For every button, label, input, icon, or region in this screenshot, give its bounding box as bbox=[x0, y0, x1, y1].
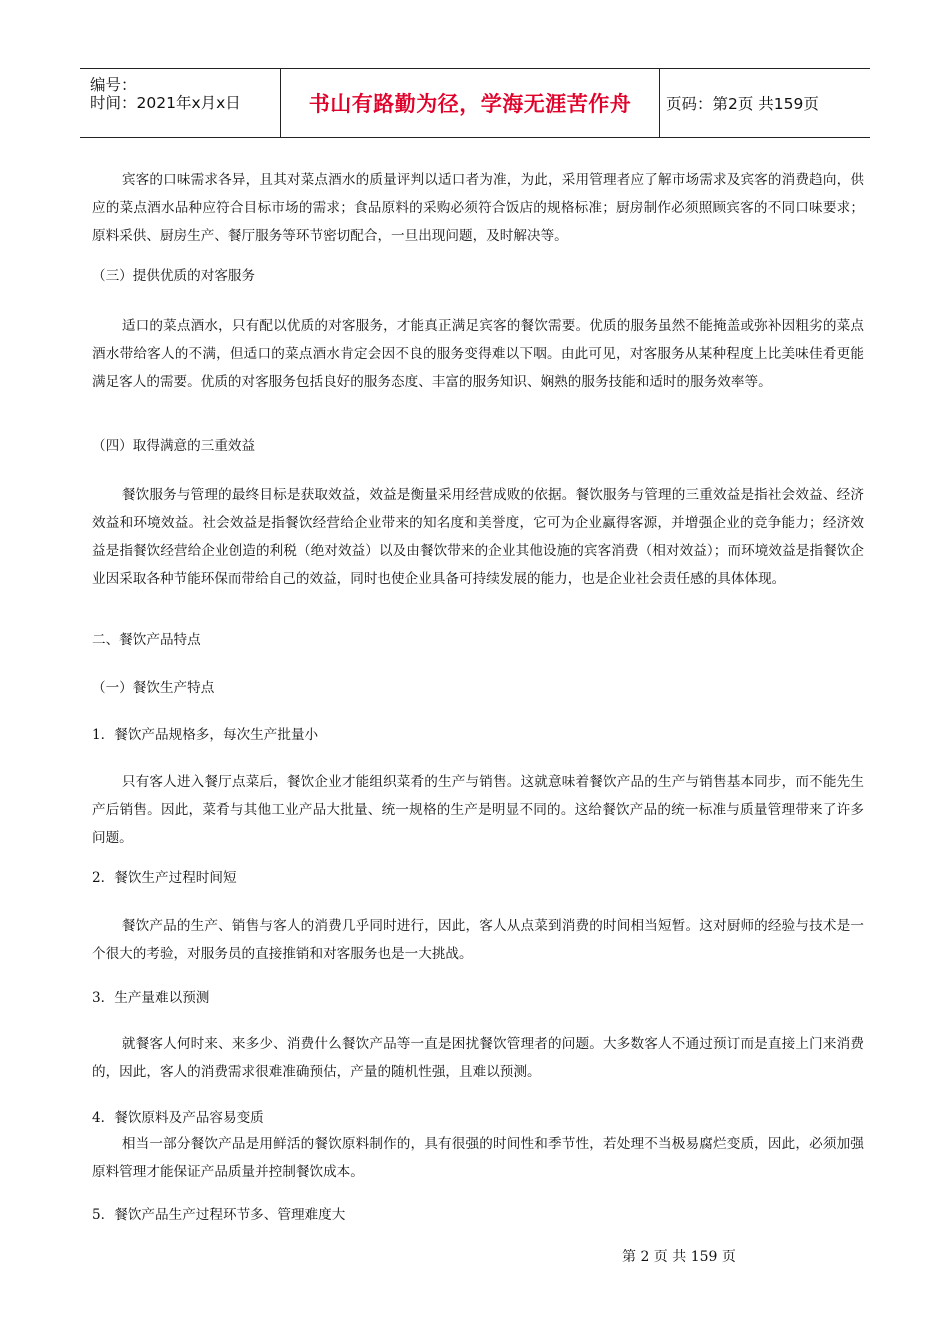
paragraph: 餐饮产品的生产、销售与客人的消费几乎同时进行，因此，客人从点菜到消费的时间相当短暂。这对厨师的经验与技术是一个很大的考验，对服务员的直接推销和对客服务也是一大挑战。 bbox=[92, 918, 864, 962]
item-heading: 2．餐饮生产过程时间短 bbox=[92, 870, 237, 886]
header-page-info: 页码：第2页 共159页 bbox=[666, 95, 819, 113]
header-meta bbox=[80, 69, 280, 137]
paragraph: 适口的菜点酒水，只有配以优质的对客服务，才能真正满足宾客的餐饮需要。优质的服务虽然不能掩盖或弥补因粗劣的菜点酒水带给客人的不满，但适口的菜点酒水肯定会因不良的服务变得难以下咽。由此可见，对客服务从某种程度上比美味佳肴更能满足客人的需要。优质的对客服务包括良好的服务态度、丰富的服务知识、娴熟的服务技能和适时的服务效率等。 bbox=[92, 318, 864, 390]
motto-text: 书山有路勤为径，学海无涯苦作舟 bbox=[308, 92, 632, 116]
item-heading: 1．餐饮产品规格多，每次生产批量小 bbox=[92, 727, 319, 743]
date-label: 时间：2021年x月x日 bbox=[90, 94, 241, 112]
section-heading: （一）餐饮生产特点 bbox=[92, 680, 215, 696]
section-heading: （三）提供优质的对客服务 bbox=[92, 268, 256, 284]
chapter-heading: 二、餐饮产品特点 bbox=[92, 632, 201, 648]
section-heading: （四）取得满意的三重效益 bbox=[92, 438, 256, 454]
page-header bbox=[80, 68, 870, 138]
paragraph: 只有客人进入餐厅点菜后，餐饮企业才能组织菜肴的生产与销售。这就意味着餐饮产品的生产与销售基本同步，而不能先生产后销售。因此，菜肴与其他工业产品大批量、统一规格的生产是明显不同的。这给餐饮产品的统一标准与质量管理带来了许多问题。 bbox=[92, 774, 864, 846]
item-heading: 5．餐饮产品生产过程环节多、管理难度大 bbox=[92, 1207, 346, 1223]
paragraph: 就餐客人何时来、来多少、消费什么餐饮产品等一直是困扰餐饮管理者的问题。大多数客人不通过预订而是直接上门来消费的，因此，客人的消费需求很难准确预估，产量的随机性强，且难以预测。 bbox=[92, 1036, 864, 1080]
number-label: 编号： bbox=[90, 76, 137, 94]
paragraph: 餐饮服务与管理的最终目标是获取效益，效益是衡量采用经营成败的依据。餐饮服务与管理的三重效益是指社会效益、经济效益和环境效益。社会效益是指餐饮经营给企业带来的知名度和美誉度，它可为企业赢得客源，并增强企业的竞争能力；经济效益是指餐饮经营给企业创造的利税（绝对效益）以及由餐饮带来的企业其他设施的宾客消费（相对效益）；而环境效益是指餐饮企业因采取各种节能环保而带给自己的效益，同时也使企业具备可持续发展的能力，也是企业社会责任感的具体体现。 bbox=[92, 487, 864, 587]
page-footer: 第 2 页 共 159 页 bbox=[622, 1249, 736, 1265]
header-motto-cell bbox=[280, 69, 660, 137]
paragraph: 宾客的口味需求各异，且其对菜点酒水的质量评判以适口者为准，为此，采用管理者应了解市场需求及宾客的消费趋向，供应的菜点酒水品种应符合目标市场的需求；食品原料的采购必须符合饭店的规格标准；厨房制作必须照顾宾客的不同口味要求；原料采供、厨房生产、餐厅服务等环节密切配合，一旦出现问题，及时解决等。 bbox=[92, 172, 864, 244]
item-heading: 4．餐饮原料及产品容易变质 bbox=[92, 1110, 264, 1126]
paragraph: 相当一部分餐饮产品是用鲜活的餐饮原料制作的，具有很强的时间性和季节性，若处理不当极易腐烂变质，因此，必须加强原料管理才能保证产品质量并控制餐饮成本。 bbox=[92, 1136, 864, 1180]
item-heading: 3．生产量难以预测 bbox=[92, 990, 210, 1006]
